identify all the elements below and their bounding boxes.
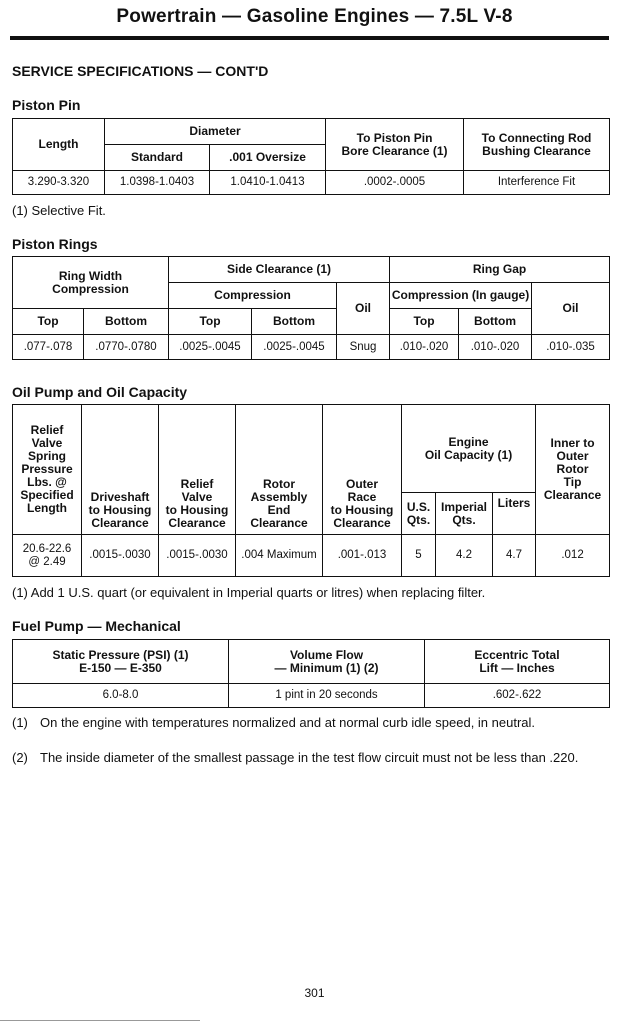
cell: .602-.622 (425, 684, 610, 708)
cell: .0015-.0030 (82, 535, 159, 577)
header-top: Top (13, 309, 84, 335)
header-oil: Oil (337, 283, 390, 335)
header-bottom: Bottom (252, 309, 337, 335)
cell: 4.7 (493, 535, 536, 577)
cell: .0770-.0780 (84, 335, 169, 360)
header-driveshaft: Driveshaft to Housing Clearance (82, 405, 159, 535)
header-us-qts: U.S. Qts. (402, 493, 436, 535)
note-text: On the engine with temperatures normalized and at normal curb idle speed, in neutral. (40, 715, 536, 730)
cell: .0025-.0045 (169, 335, 252, 360)
cell: 1.0410-1.0413 (210, 171, 326, 195)
title-rule (10, 36, 609, 40)
fuel-pump-note-2 (12, 749, 609, 766)
header-inner-outer: Inner to Outer Rotor Tip Clearance (536, 405, 610, 535)
cell: Snug (337, 335, 390, 360)
note-marker: (2) (12, 750, 28, 765)
header-standard: Standard (105, 145, 210, 171)
fuel-pump-note-1 (12, 714, 609, 731)
cell: 4.2 (436, 535, 493, 577)
header-top: Top (390, 309, 459, 335)
header-compression: Compression (169, 283, 337, 309)
table-row (13, 171, 610, 195)
cell: .010-.020 (390, 335, 459, 360)
fuel-pump-heading: Fuel Pump — Mechanical (12, 618, 181, 634)
piston-rings-table (12, 256, 610, 360)
cell: .010-.020 (459, 335, 532, 360)
cell: .077-.078 (13, 335, 84, 360)
header-outer-race: Outer Race to Housing Clearance (323, 405, 402, 535)
cell: 1.0398-1.0403 (105, 171, 210, 195)
cell: .0015-.0030 (159, 535, 236, 577)
header-imperial-qts: Imperial Qts. (436, 493, 493, 535)
header-oil-gap: Oil (532, 283, 610, 335)
cell: .0025-.0045 (252, 335, 337, 360)
header-liters: Liters (493, 493, 536, 535)
header-bottom: Bottom (459, 309, 532, 335)
scan-edge-line (0, 1020, 200, 1021)
header-ring-width: Ring Width Compression (13, 257, 169, 309)
oil-pump-note: (1) Add 1 U.S. quart (or equivalent in Imperial quarts or litres) when replacing filter. (12, 585, 486, 600)
cell: .001-.013 (323, 535, 402, 577)
cell: 1 pint in 20 seconds (229, 684, 425, 708)
cell: .004 Maximum (236, 535, 323, 577)
header-bottom: Bottom (84, 309, 169, 335)
header-rotor-assembly: Rotor Assembly End Clearance (236, 405, 323, 535)
header-bore-clearance: To Piston Pin Bore Clearance (1) (326, 119, 464, 171)
header-oversize: .001 Oversize (210, 145, 326, 171)
cell: 20.6-22.6 @ 2.49 (13, 535, 82, 577)
header-ring-gap: Ring Gap (390, 257, 610, 283)
cell: .010-.035 (532, 335, 610, 360)
header-engine-oil-capacity: Engine Oil Capacity (1) (402, 405, 536, 493)
piston-pin-table (12, 118, 610, 195)
header-top: Top (169, 309, 252, 335)
cell: .012 (536, 535, 610, 577)
piston-rings-heading: Piston Rings (12, 236, 98, 252)
header-compression-in-gauge: Compression (In gauge) (390, 283, 532, 309)
cell: .0002-.0005 (326, 171, 464, 195)
page-number: 301 (304, 986, 325, 1000)
header-side-clearance: Side Clearance (1) (169, 257, 390, 283)
table-row (13, 335, 610, 360)
oil-pump-heading: Oil Pump and Oil Capacity (12, 384, 188, 400)
section-heading: SERVICE SPECIFICATIONS — CONT'D (12, 63, 269, 79)
cell: 5 (402, 535, 436, 577)
note-marker: (1) (12, 715, 28, 730)
cell: 3.290-3.320 (13, 171, 105, 195)
fuel-pump-table (12, 639, 610, 708)
piston-pin-note: (1) Selective Fit. (12, 203, 106, 218)
page-title: Powertrain — Gasoline Engines — 7.5L V-8 (116, 6, 513, 27)
header-bushing-clearance: To Connecting Rod Bushing Clearance (464, 119, 610, 171)
header-eccentric-total: Eccentric Total Lift — Inches (425, 640, 610, 684)
table-row (13, 535, 610, 577)
header-volume-flow: Volume Flow — Minimum (1) (2) (229, 640, 425, 684)
table-row (13, 684, 610, 708)
header-static-pressure: Static Pressure (PSI) (1) E-150 — E-350 (13, 640, 229, 684)
header-spring-pressure: Relief Valve Spring Pressure Lbs. @ Specified Length (13, 405, 82, 535)
note-text: The inside diameter of the smallest passage in the test flow circuit must not be less than .220. (40, 750, 579, 765)
header-length: Length (13, 119, 105, 171)
piston-pin-heading: Piston Pin (12, 97, 81, 113)
oil-pump-table (12, 404, 610, 577)
header-relief-valve: Relief Valve to Housing Clearance (159, 405, 236, 535)
header-diameter: Diameter (105, 119, 326, 145)
cell: 6.0-8.0 (13, 684, 229, 708)
cell: Interference Fit (464, 171, 610, 195)
